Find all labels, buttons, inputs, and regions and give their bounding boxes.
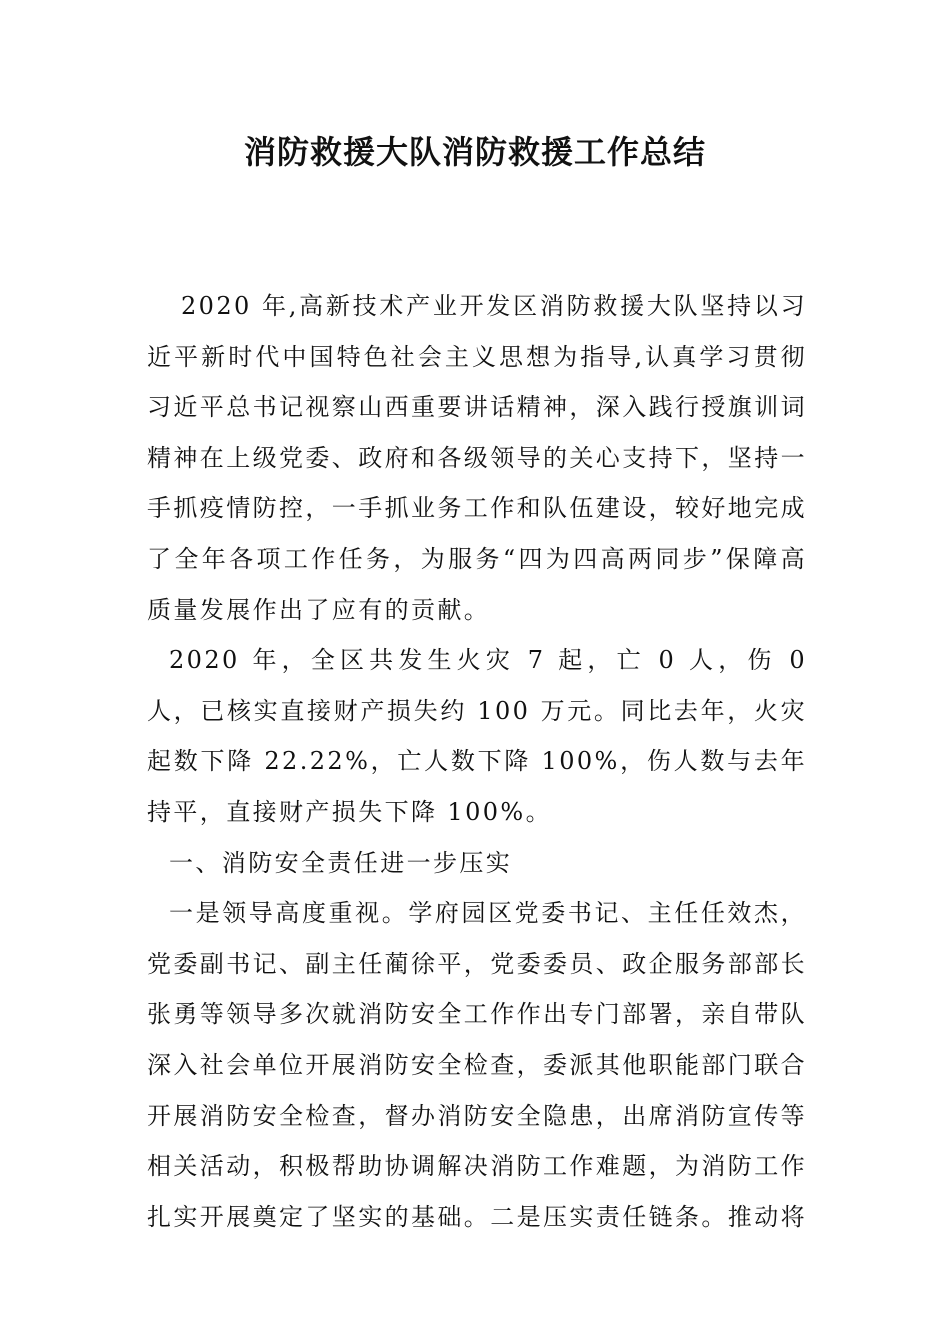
section-heading: 一、消防安全责任进一步压实: [169, 848, 513, 877]
paragraph-fire-statistics: 2020 年，全区共发生火灾 7 起，亡 0 人，伤 0 人，已核实直接财产损失约 100 万元。同比去年，火灾起数下降 22.22%，亡人数下降 100%，伤人数与去年持平，直接财产损失下降 100%。: [147, 646, 807, 826]
paragraph-intro: 2020 年,高新技术产业开发区消防救援大队坚持以习近平新时代中国特色社会主义思想为指导,认真学习贯彻习近平总书记视察山西重要讲话精神，深入践行授旗训词精神在上级党委、政府和各级领导的关心支持下，坚持一手抓疫情防控，一手抓业务工作和队伍建设，较好地完成了全年各项工作任务，为服务“四为四高两同步”保障高质量发展作出了应有的贡献。: [147, 292, 807, 624]
document-body: [147, 281, 807, 1242]
paragraph-leadership: 一是领导高度重视。学府园区党委书记、主任任效杰，党委副书记、副主任蔺徐平，党委委员、政企服务部部长张勇等领导多次就消防安全工作作出专门部署，亲自带队深入社会单位开展消防安全检查，委派其他职能部门联合开展消防安全检查，督办消防安全隐患，出席消防宣传等相关活动，积极帮助协调解决消防工作难题，为消防工作扎实开展奠定了坚实的基础。二是压实责任链条。推动将: [147, 899, 807, 1231]
document-title: 消防救援大队消防救援工作总结: [243, 133, 706, 171]
